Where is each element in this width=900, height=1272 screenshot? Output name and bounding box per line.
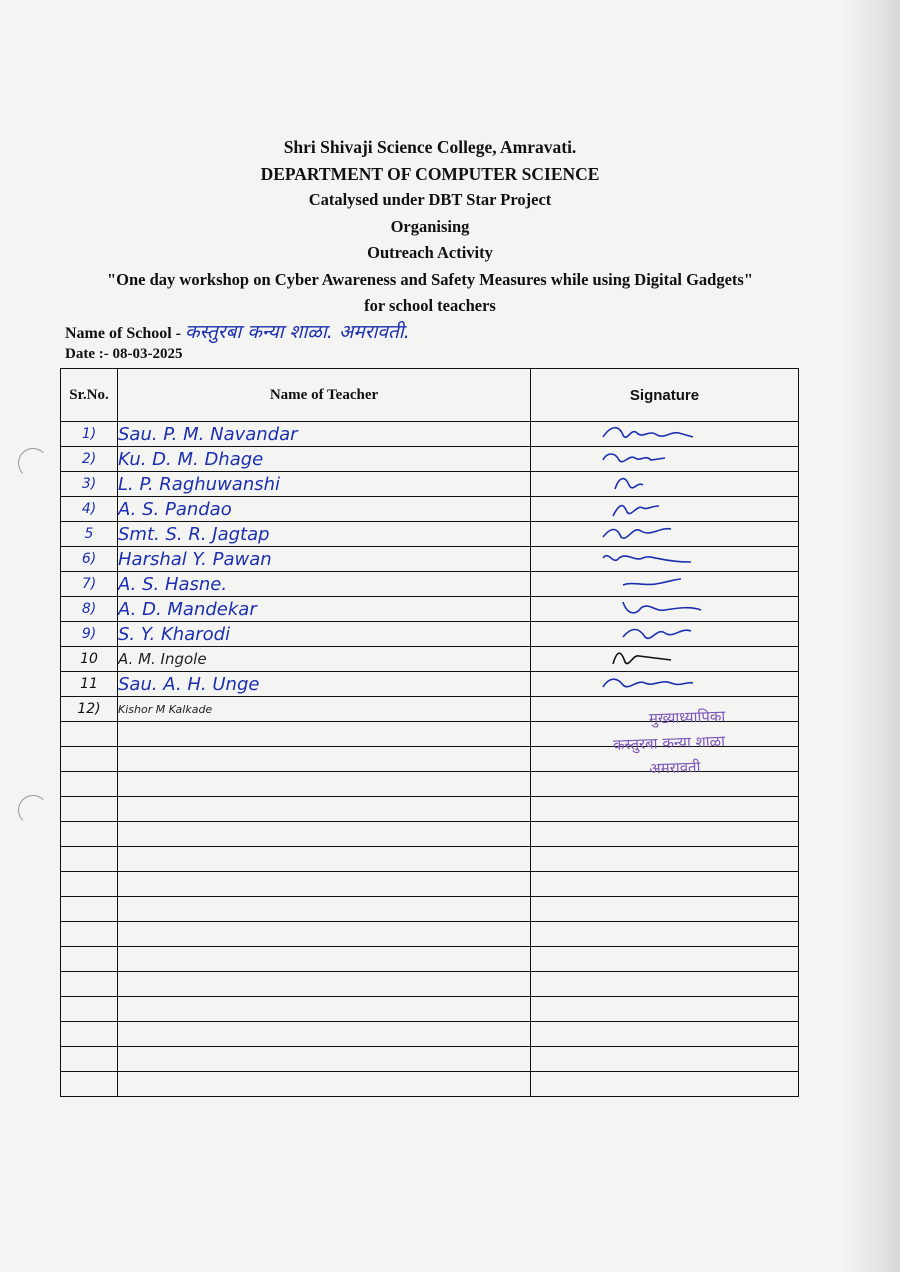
- table-header-row: [61, 369, 799, 422]
- blank-cell: [118, 1072, 531, 1097]
- blank-table-row: [61, 822, 799, 847]
- school-value: कस्तुरबा कन्या शाळा. अमरावती.: [184, 321, 410, 343]
- teacher-name: Harshal Y. Pawan: [118, 547, 531, 572]
- blank-cell: [61, 847, 118, 872]
- signature-cell: [531, 597, 799, 622]
- blank-cell: [118, 1047, 531, 1072]
- blank-cell: [61, 1022, 118, 1047]
- blank-cell: [531, 797, 799, 822]
- blank-cell: [118, 797, 531, 822]
- college-name: Shri Shivaji Science College, Amravati.: [283, 137, 577, 157]
- teacher-name: S. Y. Kharodi: [118, 622, 531, 647]
- date-line: [65, 346, 182, 363]
- handwritten-signature: [601, 523, 721, 545]
- stamp-line-2: कस्तुरबा कन्या शाळा: [612, 732, 726, 754]
- teacher-name: Kishor M Kalkade: [118, 697, 531, 722]
- blank-cell: [118, 997, 531, 1022]
- blank-cell: [531, 847, 799, 872]
- signature-cell: [531, 522, 799, 547]
- handwritten-signature: [611, 498, 731, 520]
- handwritten-signature: [621, 573, 741, 595]
- blank-cell: [531, 997, 799, 1022]
- teacher-name: A. M. Ingole: [118, 647, 531, 672]
- blank-cell: [61, 997, 118, 1022]
- handwritten-signature: [621, 623, 741, 645]
- table-row: [61, 622, 799, 647]
- blank-table-row: [61, 847, 799, 872]
- table-row: [61, 422, 799, 447]
- name-header: Name of Teacher: [118, 369, 531, 422]
- signature-cell: [531, 472, 799, 497]
- blank-cell: [61, 922, 118, 947]
- blank-table-row: [61, 922, 799, 947]
- blank-table-row: [61, 872, 799, 897]
- blank-table-row: [61, 947, 799, 972]
- blank-cell: [118, 822, 531, 847]
- blank-cell: [118, 1022, 531, 1047]
- handwritten-signature: [621, 598, 741, 620]
- table-row: [61, 522, 799, 547]
- organising-line: Organising: [390, 216, 470, 236]
- table-row: [61, 647, 799, 672]
- blank-cell: [61, 947, 118, 972]
- blank-cell: [118, 747, 531, 772]
- handwritten-signature: [611, 648, 731, 670]
- signature-header: Signature: [531, 369, 799, 422]
- teacher-name: A. S. Pandao: [118, 497, 531, 522]
- srno-header: Sr.No.: [61, 369, 118, 422]
- signature-cell: [531, 422, 799, 447]
- row-number: 6): [61, 547, 118, 572]
- stamp-line-1: मुख्याध्यापिका: [648, 707, 726, 728]
- table-row: [61, 547, 799, 572]
- row-number: 10: [61, 647, 118, 672]
- blank-cell: [531, 1072, 799, 1097]
- stamp-line-3: अमरावती: [648, 757, 701, 778]
- table-row: [61, 447, 799, 472]
- table-row: [61, 572, 799, 597]
- blank-cell: [531, 972, 799, 997]
- department-name: DEPARTMENT OF COMPUTER SCIENCE: [260, 163, 600, 184]
- blank-cell: [61, 722, 118, 747]
- blank-cell: [118, 772, 531, 797]
- blank-cell: [61, 772, 118, 797]
- handwritten-signature: [601, 548, 721, 570]
- blank-table-row: [61, 972, 799, 997]
- blank-table-row: [61, 1047, 799, 1072]
- row-number: 3): [61, 472, 118, 497]
- blank-cell: [118, 872, 531, 897]
- blank-cell: [531, 1047, 799, 1072]
- workshop-title: "One day workshop on Cyber Awareness and Safety Measures while using Digital Gadgets": [107, 269, 753, 289]
- blank-cell: [61, 972, 118, 997]
- blank-cell: [118, 922, 531, 947]
- signature-cell: [531, 547, 799, 572]
- blank-cell: [118, 897, 531, 922]
- blank-cell: [531, 897, 799, 922]
- blank-cell: [531, 872, 799, 897]
- activity-line: Outreach Activity: [367, 243, 493, 262]
- teacher-name: Sau. P. M. Navandar: [118, 422, 531, 447]
- project-line: Catalysed under DBT Star Project: [308, 190, 552, 209]
- table-row: [61, 497, 799, 522]
- row-number: 12): [61, 697, 118, 722]
- row-number: 1): [61, 422, 118, 447]
- table-row: [61, 597, 799, 622]
- teacher-name: A. S. Hasne.: [118, 572, 531, 597]
- signature-cell: [531, 622, 799, 647]
- teacher-name: A. D. Mandekar: [118, 597, 531, 622]
- punch-hole-mark: [18, 448, 48, 478]
- blank-cell: [531, 947, 799, 972]
- school-line: [65, 318, 410, 344]
- blank-table-row: [61, 797, 799, 822]
- signature-cell: [531, 647, 799, 672]
- row-number: 4): [61, 497, 118, 522]
- blank-cell: [118, 972, 531, 997]
- punch-hole-mark: [18, 795, 48, 825]
- teacher-name: L. P. Raghuwanshi: [118, 472, 531, 497]
- date-label: Date :-: [65, 346, 109, 362]
- document-header: [0, 134, 860, 320]
- blank-cell: [61, 822, 118, 847]
- blank-cell: [531, 822, 799, 847]
- blank-cell: [61, 872, 118, 897]
- blank-cell: [61, 797, 118, 822]
- teacher-name: Smt. S. R. Jagtap: [118, 522, 531, 547]
- blank-cell: [118, 722, 531, 747]
- signature-cell: [531, 672, 799, 697]
- blank-cell: [118, 847, 531, 872]
- handwritten-signature: [601, 423, 721, 445]
- row-number: 11: [61, 672, 118, 697]
- blank-cell: [118, 947, 531, 972]
- blank-cell: [61, 897, 118, 922]
- row-number: 7): [61, 572, 118, 597]
- blank-cell: [531, 922, 799, 947]
- row-number: 8): [61, 597, 118, 622]
- blank-cell: [531, 1022, 799, 1047]
- table-row: [61, 472, 799, 497]
- signature-cell: [531, 572, 799, 597]
- signature-cell: [531, 497, 799, 522]
- audience-line: for school teachers: [364, 296, 496, 315]
- blank-cell: [61, 1072, 118, 1097]
- handwritten-signature: [601, 448, 721, 470]
- handwritten-signature: [611, 473, 731, 495]
- row-number: 2): [61, 447, 118, 472]
- teacher-name: Ku. D. M. Dhage: [118, 447, 531, 472]
- blank-table-row: [61, 997, 799, 1022]
- blank-cell: [61, 1047, 118, 1072]
- blank-table-row: [61, 1022, 799, 1047]
- date-value: 08-03-2025: [112, 346, 183, 362]
- handwritten-signature: [601, 673, 721, 695]
- table-row: [61, 672, 799, 697]
- row-number: 5: [61, 522, 118, 547]
- teacher-name: Sau. A. H. Unge: [118, 672, 531, 697]
- blank-table-row: [61, 1072, 799, 1097]
- signature-cell: [531, 447, 799, 472]
- blank-table-row: [61, 897, 799, 922]
- row-number: 9): [61, 622, 118, 647]
- blank-cell: [61, 747, 118, 772]
- headmistress-stamp: [573, 703, 766, 785]
- school-label: Name of School -: [65, 325, 181, 342]
